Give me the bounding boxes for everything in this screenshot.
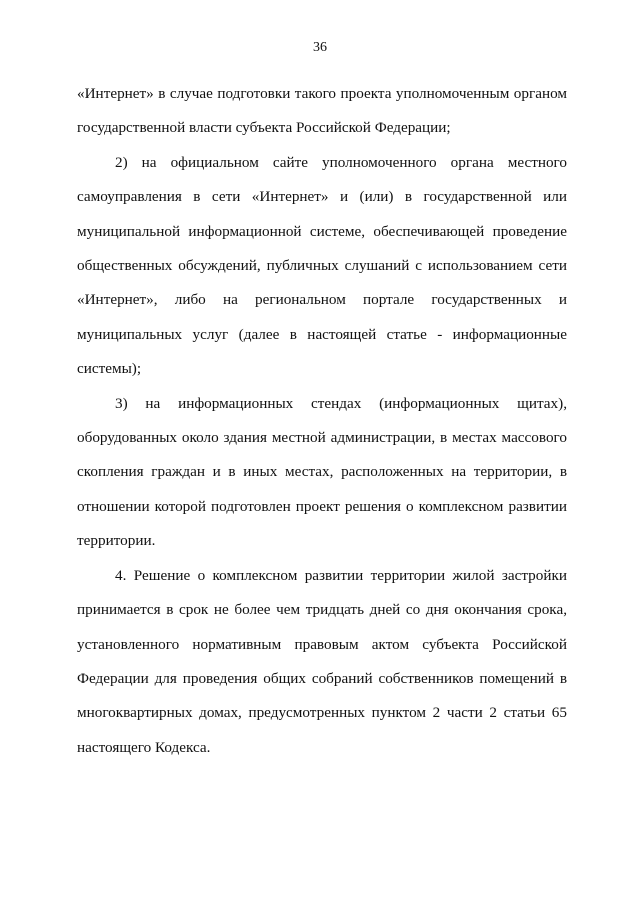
- paragraph-item-2-official-site: 2) на официальном сайте уполномоченного органа местного самоуправления в сети «Интернет» и (или) в государственной или муниципальной информационной системе, обеспечивающей проведение общественных обсуждений, публичных слушаний с использованием сети «Интернет», либо на региональном портале государственных и муниципальных услуг (далее в настоящей статье - информационные системы);: [77, 153, 567, 378]
- page-number: 36: [313, 40, 327, 55]
- paragraph-internet-continuation: «Интернет» в случае подготовки такого проекта уполномоченным органом государственной власти субъекта Российской Федерации;: [77, 85, 567, 137]
- document-body: [77, 77, 567, 765]
- paragraph-item-3-info-stands: 3) на информационных стендах (информационных щитах), оборудованных около здания местной администрации, в местах массового скопления граждан и в иных местах, расположенных на территории, в отношении которой подготовлен проект решения о комплексном развитии территории.: [77, 394, 567, 550]
- paragraph-section-4-decision: 4. Решение о комплексном развитии территории жилой застройки принимается в срок не более чем тридцать дней со дня окончания срока, установленного нормативным правовым актом субъекта Российской Федерации для проведения общих собраний собственников помещений в многоквартирных домах, предусмотренных пунктом 2 части 2 статьи 65 настоящего Кодекса.: [77, 566, 567, 756]
